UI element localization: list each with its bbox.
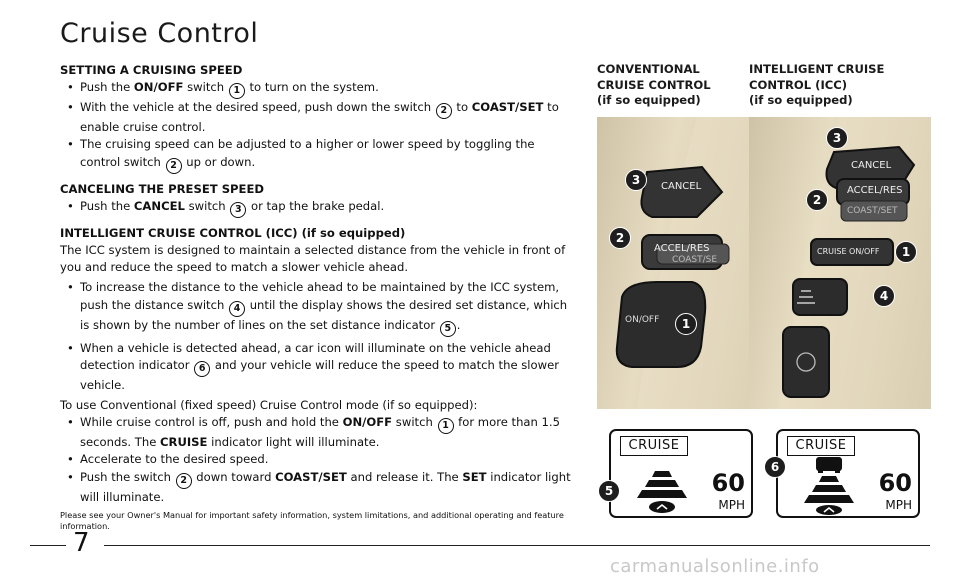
set-distance-indicator-icon bbox=[629, 471, 695, 515]
cruise-on-off-label: CRUISE ON/OFF bbox=[817, 247, 880, 256]
vehicle-ahead-car-icon bbox=[794, 455, 864, 515]
list-item: • Push the switch 2 down toward COAST/SET and release it. The SET indicator light will illuminate. bbox=[60, 469, 578, 506]
callout-4: 4 bbox=[229, 301, 245, 317]
icc-switch-photo bbox=[749, 117, 931, 409]
list-item: • Accelerate to the desired speed. bbox=[60, 451, 578, 468]
setting-list bbox=[60, 79, 578, 173]
setting-heading: SETTING A CRUISING SPEED bbox=[60, 63, 243, 77]
icc-heading: INTELLIGENT CRUISE CONTROL (ICC) (if so equipped) bbox=[60, 225, 406, 240]
speed-unit: MPH bbox=[885, 498, 912, 512]
footer-rule-right bbox=[104, 545, 930, 546]
list-item: • Push the CANCEL switch 3 or tap the brake pedal. bbox=[60, 198, 578, 218]
callout-badge-3: 3 bbox=[625, 169, 647, 191]
cruise-indicator: CRUISE bbox=[620, 436, 688, 456]
icc-list bbox=[60, 279, 578, 394]
callout-badge-2: 2 bbox=[609, 227, 631, 249]
cruise-display-conventional bbox=[609, 429, 753, 518]
speed-unit: MPH bbox=[718, 498, 745, 512]
page-title: Cruise Control bbox=[60, 18, 259, 49]
callout-2: 2 bbox=[166, 158, 182, 174]
callout-2: 2 bbox=[176, 473, 192, 489]
callout-2: 2 bbox=[436, 103, 452, 119]
footnote: Please see your Owner's Manual for important safety information, system limitations, and additional operating and feature information. bbox=[60, 509, 564, 531]
callout-badge-5: 5 bbox=[598, 480, 620, 502]
list-item: • While cruise control is off, push and hold the ON/OFF switch 1 for more than 1.5 seconds. The CRUISE indicator light will illuminate. bbox=[60, 414, 578, 451]
cruise-display-icc bbox=[776, 429, 920, 518]
accel-res-label: ACCEL/RES bbox=[847, 185, 903, 196]
accel-res-label: ACCEL/RES bbox=[654, 243, 710, 254]
list-item: • When a vehicle is detected ahead, a car icon will illuminate on the vehicle ahead detection indicator 6 and your vehicle will reduce the speed to match the slower vehicle. bbox=[60, 340, 578, 394]
icc-intro: The ICC system is designed to maintain a selected distance from the vehicle in front of you and reduce the speed to match a slower vehicle ahead. bbox=[60, 243, 566, 275]
switch-illustration bbox=[749, 117, 931, 409]
speed-value: 60 bbox=[878, 469, 912, 497]
list-item: • Push the ON/OFF switch 1 to turn on the system. bbox=[60, 79, 578, 99]
icc-column-heading: INTELLIGENT CRUISE CONTROL (ICC) (if so equipped) bbox=[749, 62, 885, 107]
callout-6: 6 bbox=[194, 361, 210, 377]
callout-badge-6: 6 bbox=[764, 456, 786, 478]
callout-badge-2: 2 bbox=[806, 189, 828, 211]
callout-3: 3 bbox=[230, 202, 246, 218]
callout-badge-4: 4 bbox=[873, 285, 895, 307]
list-item: • To increase the distance to the vehicle ahead to be maintained by the ICC system, push the distance switch 4 until the display shows the desired set distance, which is shown by the number of lines on the set distance indicator 5 . bbox=[60, 279, 578, 336]
conventional-list bbox=[60, 414, 578, 506]
coast-set-label: COAST/SET bbox=[847, 206, 898, 216]
list-item: • The cruising speed can be adjusted to a higher or lower speed by toggling the control switch 2 up or down. bbox=[60, 136, 578, 173]
callout-5: 5 bbox=[440, 321, 456, 337]
cancel-button-label: CANCEL bbox=[661, 181, 702, 192]
conventional-intro: To use Conventional (fixed speed) Cruise Control mode (if so equipped): bbox=[60, 398, 478, 413]
speed-value: 60 bbox=[711, 469, 745, 497]
callout-1: 1 bbox=[229, 83, 245, 99]
cancel-button-label: CANCEL bbox=[851, 160, 892, 171]
footer-rule-left bbox=[30, 545, 66, 546]
list-item: • With the vehicle at the desired speed, push down the switch 2 to COAST/SET to enable cruise control. bbox=[60, 99, 578, 136]
callout-badge-1: 1 bbox=[675, 313, 697, 335]
callout-1: 1 bbox=[438, 418, 454, 434]
callout-badge-1: 1 bbox=[895, 241, 917, 263]
instructions-column bbox=[60, 62, 578, 532]
watermark: carmanualsonline.info bbox=[610, 556, 820, 577]
on-off-label: ON/OFF bbox=[625, 315, 660, 325]
callout-badge-3: 3 bbox=[826, 127, 848, 149]
conventional-heading: CONVENTIONAL CRUISE CONTROL (if so equipped) bbox=[597, 62, 711, 107]
canceling-heading: CANCELING THE PRESET SPEED bbox=[60, 181, 265, 196]
coast-set-label: COAST/SE bbox=[672, 255, 718, 265]
canceling-list bbox=[60, 198, 578, 218]
page-number: 7 bbox=[73, 528, 90, 558]
cruise-indicator: CRUISE bbox=[787, 436, 855, 456]
